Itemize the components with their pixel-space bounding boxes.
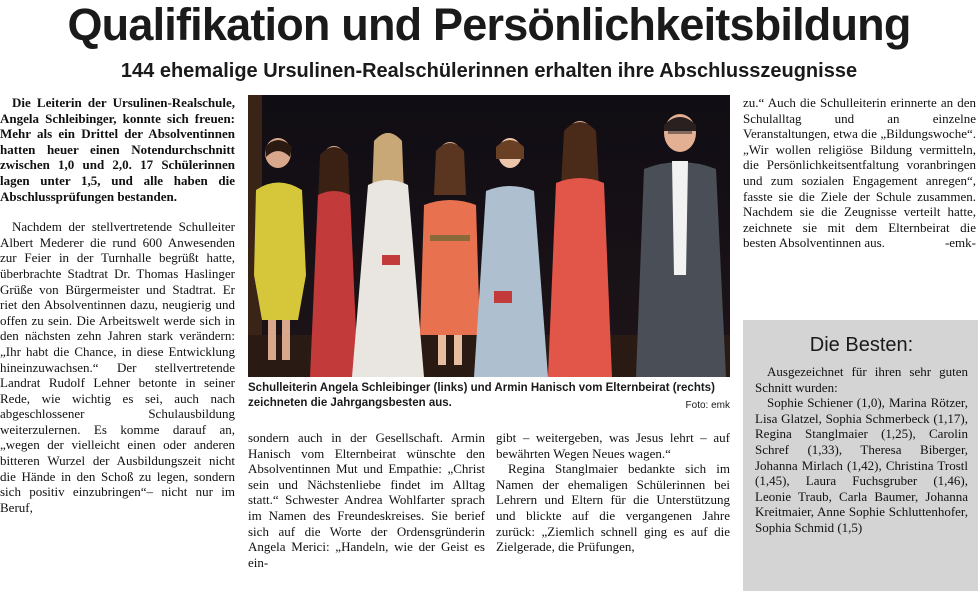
- photo-credit: Foto: emk: [685, 400, 730, 411]
- box-title: Die Besten:: [809, 334, 914, 356]
- body-paragraph: gibt – weitergeben, was Jesus lehrt – auf bewährten Wegen Neues wagen.“: [496, 430, 730, 461]
- author-signature: -emk-: [944, 235, 976, 251]
- body-paragraph: Regina Stanglmaier bedankte sich im Namen der ehemaligen Schülerinnen bei Lehrern und Eltern für die Unterstützung und blickte auf die vergangenen Jahre zurück: „Ziemlich schnell ging es auf die Zielgerade, die Prüfungen,: [496, 461, 730, 555]
- text-column-1: [0, 95, 235, 591]
- lead-paragraph: Die Leiterin der Ursulinen-Realschule, Angela Schleibinger, konnte sich freuen: Mehr als ein Drittel der Absolventinnen hatten heuer einen Notendurchschnitt zwischen 1,0 und 2,0. 17 Schülerinnen lagen unter 1,5, und alle haben die Abschlussprüfungen bestanden.: [0, 95, 235, 204]
- text-column-3: [496, 430, 730, 591]
- caption-text: Schulleiterin Angela Schleibinger (links) und Armin Hanisch vom Elternbeirat (rechts) zeichneten die Jahrgangsbesten aus.: [248, 382, 715, 409]
- body-text: zu.“ Auch die Schulleiterin erinnerte an den Schulalltag und an einzelne Veranstaltungen, etwa die „Bildungswoche“. „Wir wollen religiöse Bildung vermitteln, die Persönlichkeitsentfaltung voranbringen und zum sozialen Engagement anregen“, fasste sie die Ziele der Schule zusammen. Nachdem sie die Zeugnisse verteilt hatte, zeichnete sie mit dem Elternbeirat die besten Absolventinnen aus.: [743, 95, 976, 251]
- headline: Qualifikation und Persönlichkeitsbildung: [67, 0, 911, 50]
- group-photo: [248, 95, 730, 377]
- body-paragraph: Nachdem der stellvertretende Schulleiter Albert Mederer die rund 600 Anwesenden zur Feier in der Turnhalle begrüßt hatte, überbrachte Stadtrat Dr. Thomas Haslinger Grüße von Bürgermeister und Stadtrat. Er riet den Absolventinnen dazu, neugierig und offen zu sein. Die Arbeitswelt werde sich in den nächsten zehn Jahren stark verändern: „Ihr habt die Chance, in diese Entwicklung hineinzuwachsen.“ Der stellvertretende Landrat Rudolf Lehner betonte in seiner Rede, wie wichtig es sei, auch nach abgeschlossener Schulausbildung weiterzulernen. Es komme darauf an, „wegen der vielleicht einen oder anderen bitteren Wurzel der Ausbildungszeit nicht die Hände in den Schoß zu legen, sondern sich positiv einzubringen“– nicht nur im Beruf,: [0, 219, 235, 515]
- photo-caption: [248, 381, 730, 413]
- photo-illustration: [248, 95, 730, 377]
- body-paragraph: [743, 95, 976, 251]
- subheadline: 144 ehemalige Ursulinen-Realschülerinnen erhalten ihre Abschlusszeugnisse: [120, 60, 858, 82]
- text-column-4: [743, 95, 976, 310]
- best-students-box: [743, 320, 978, 591]
- box-list: Sophie Schiener (1,0), Marina Rötzer, Lisa Glatzel, Sophia Schmerbeck (1,17), Regina Stanglmaier (1,25), Carolin Schref (1,33), Theresa Biberger, Johanna Mirlach (1,42), Christina Trostl (1,45), Laura Fuchsgruber (1,46), Leonie Traub, Carla Baumer, Johanna Kreitmaier, Anne Sophie Schluttenhofer, Sophia Schmid (1,5): [755, 395, 968, 535]
- text-column-2: [248, 430, 485, 591]
- body-paragraph: sondern auch in der Gesellschaft. Armin Hanisch vom Elternbeirat wünschte den Absolventinnen Mut und Empathie: „Christ sein und Nächstenliebe findet im Alltag statt.“ Schwester Andrea Wohlfarter sprach im Namen des Freundeskreises. Sie berief sich auf die Worte der Ordensgründerin Angela Merici: „Handeln, wie der Geist es ein-: [248, 430, 485, 570]
- box-text: [755, 364, 968, 536]
- box-intro: Ausgezeichnet für ihren sehr guten Schnitt wurden:: [755, 364, 968, 395]
